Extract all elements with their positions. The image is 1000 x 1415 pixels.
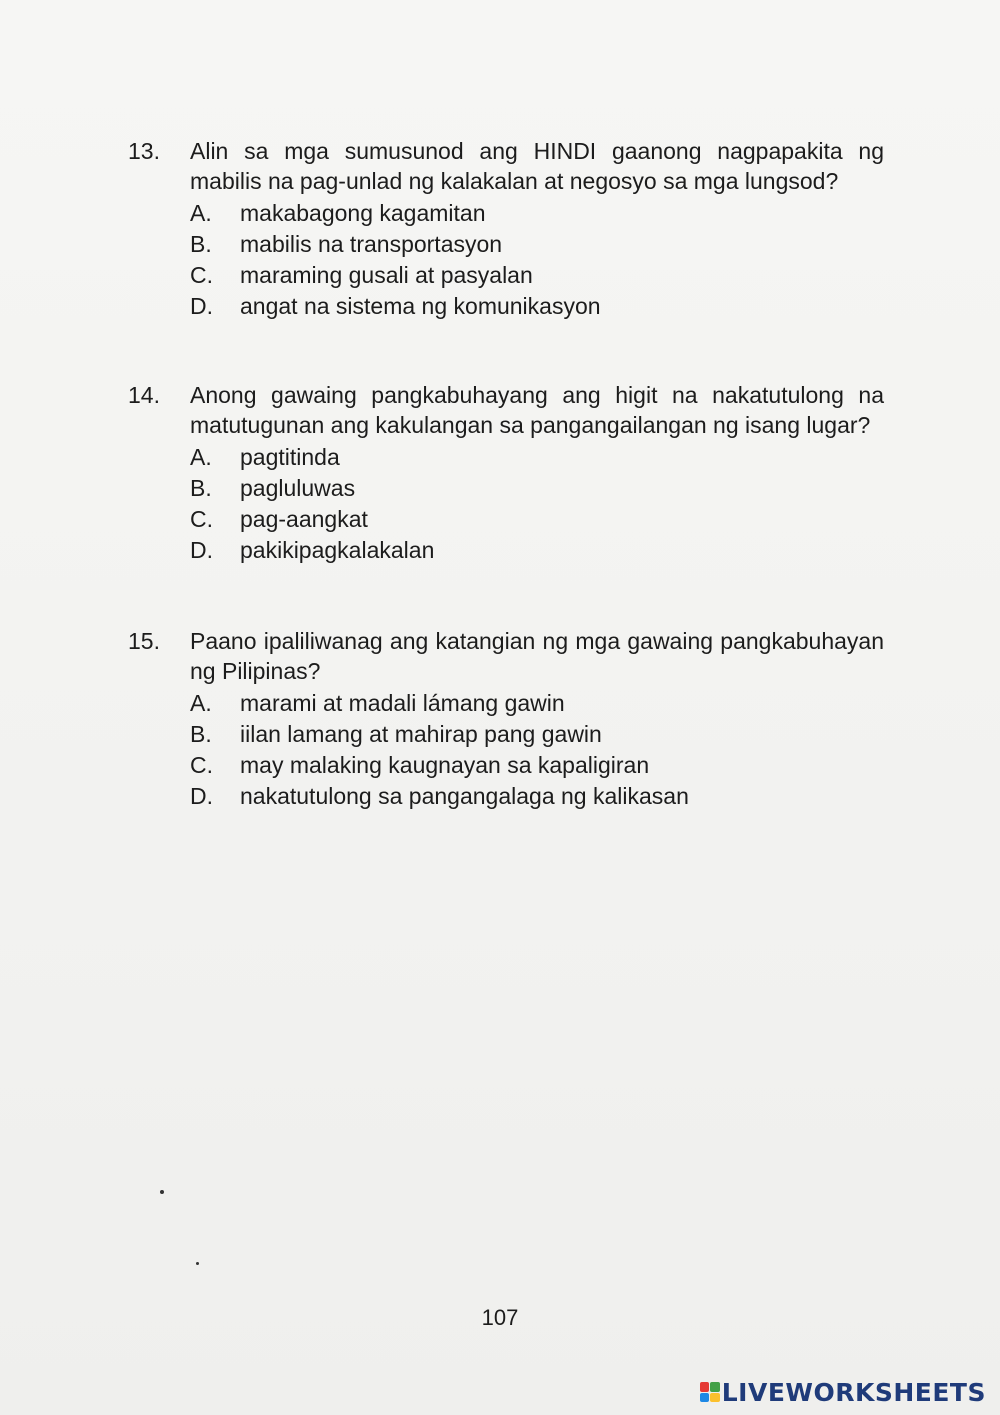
option-letter: C. xyxy=(190,262,213,288)
option-c[interactable] xyxy=(190,260,884,291)
option-a[interactable] xyxy=(190,198,884,229)
option-a[interactable] xyxy=(190,442,884,473)
option-b[interactable] xyxy=(190,473,884,504)
option-text: maraming gusali at pasyalan xyxy=(240,262,533,288)
question-13 xyxy=(128,136,884,322)
option-a[interactable] xyxy=(190,688,884,719)
question-text: Alin sa mga sumusunod ang HINDI gaanong nagpapakita ng mabilis na pag-unlad ng kalakalan at negosyo sa mga lungsod? xyxy=(190,138,884,194)
option-text: pagtitinda xyxy=(240,444,340,470)
option-letter: B. xyxy=(190,231,212,257)
option-text: makabagong kagamitan xyxy=(240,200,486,226)
scan-speck xyxy=(196,1262,199,1265)
option-letter: B. xyxy=(190,475,212,501)
option-c[interactable] xyxy=(190,750,884,781)
brand-text: LIVEWORKSHEETS xyxy=(721,1377,986,1407)
option-d[interactable] xyxy=(190,291,884,322)
option-text: pakikipagkalakalan xyxy=(240,537,435,563)
option-text: pag-aangkat xyxy=(240,506,368,532)
option-text: pagluluwas xyxy=(240,475,356,501)
option-d[interactable] xyxy=(190,781,884,812)
option-text: marami at madali lámang gawin xyxy=(240,690,565,716)
option-list xyxy=(190,198,884,322)
question-text: Paano ipaliliwanag ang katangian ng mga gawaing pangkabuhayan ng Pilipinas? xyxy=(190,628,884,684)
option-letter: A. xyxy=(190,444,212,470)
question-number: 14. xyxy=(128,382,160,408)
liveworksheets-brand[interactable] xyxy=(700,1375,986,1409)
option-d[interactable] xyxy=(190,535,884,566)
option-b[interactable] xyxy=(190,719,884,750)
option-letter: C. xyxy=(190,506,213,532)
question-number: 13. xyxy=(128,138,160,164)
option-letter: D. xyxy=(190,293,213,319)
liveworksheets-logo-icon xyxy=(700,1382,720,1402)
option-text: angat na sistema ng komunikasyon xyxy=(240,293,601,319)
option-text: mabilis na transportasyon xyxy=(240,231,503,257)
option-b[interactable] xyxy=(190,229,884,260)
page-number: 107 xyxy=(481,1305,519,1330)
question-14 xyxy=(128,380,884,566)
option-text: may malaking kaugnayan sa kapaligiran xyxy=(240,752,650,778)
option-list xyxy=(190,688,884,812)
option-letter: B. xyxy=(190,721,212,747)
scan-speck xyxy=(160,1190,164,1194)
question-15 xyxy=(128,626,884,812)
option-c[interactable] xyxy=(190,504,884,535)
option-letter: D. xyxy=(190,783,213,809)
option-text: iilan lamang at mahirap pang gawin xyxy=(240,721,602,747)
option-letter: A. xyxy=(190,690,212,716)
question-number: 15. xyxy=(128,628,160,654)
option-letter: C. xyxy=(190,752,213,778)
question-text: Anong gawaing pangkabuhayang ang higit na nakatutulong na matutugunan ang kakulangan sa pangangailangan ng isang lugar? xyxy=(190,382,884,438)
option-letter: D. xyxy=(190,537,213,563)
option-list xyxy=(190,442,884,566)
option-text: nakatutulong sa pangangalaga ng kalikasan xyxy=(240,783,689,809)
option-letter: A. xyxy=(190,200,212,226)
